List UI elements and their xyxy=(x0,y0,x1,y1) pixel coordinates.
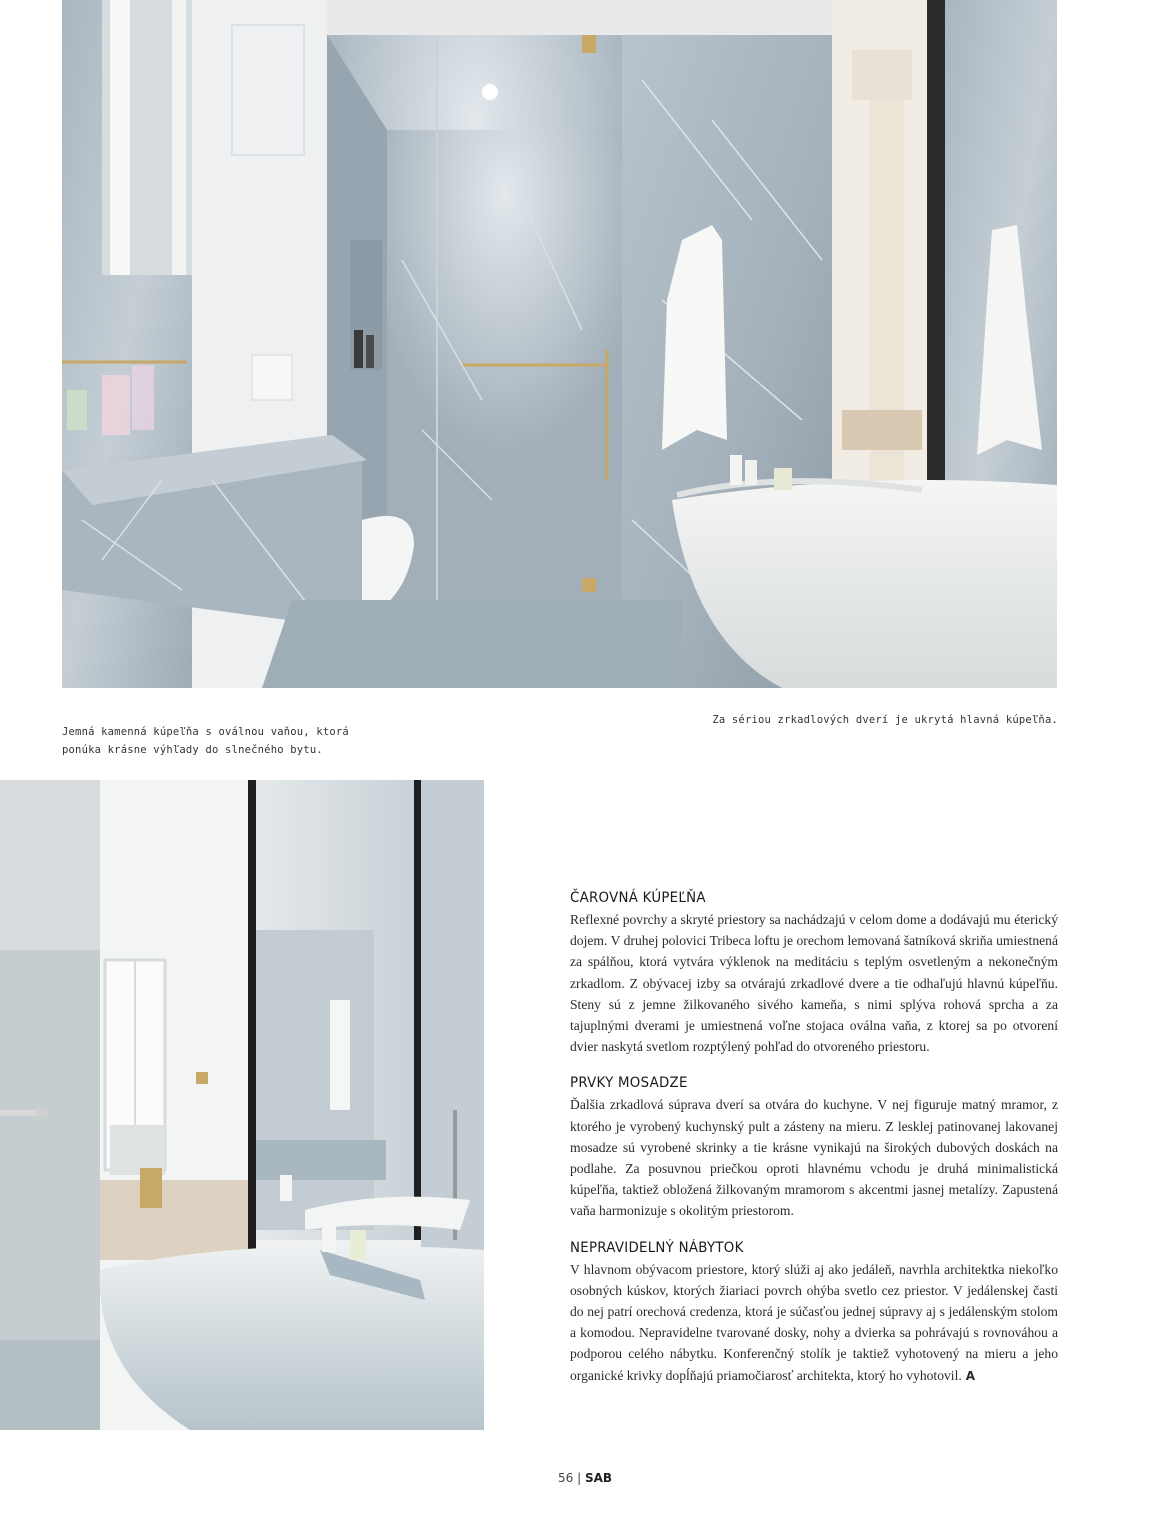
photo-caption-right: Za sériou zrkadlových dverí je ukrytá hlavná kúpeľňa. xyxy=(712,714,1058,726)
section-body-prvky-mosadze: Ďalšia zrkadlová súprava dverí sa otvára do kuchyne. V nej figuruje matný mramor, z ktorého je vyrobený kuchynský pult a zásteny na mieru. Z lesklej patinovanej lakovanej mosadze sú vyrobené skrinky a tie krásne vynikajú na širokých dubových doskách na podlahe. Za posuvnou priečkou oproti hlavnému vchodu je druhá minimalistická kúpeľňa, taktiež obložená žilkovaným mramorom s akcentmi jasnej metalízy. Zapustená vaňa harmonizuje s okolitým priestorom. xyxy=(570,1097,1058,1219)
section-body-text: V hlavnom obývacom priestore, ktorý slúži aj ako jedáleň, navrhla architektka niekoľko osobných kúskov, ktorých žiariaci povrch ohýba svetlo cez priestor. V jedálenskej časti do nej patrí orechová credenza, ktorá je súčasťou jednej súpravy aj s jedálenským stolom a komodou. Nepravidelne tvarované dosky, nohy a dvierka sa pohrávajú s rovnováhou a podporou celého nábytku. Konferenčný stolík je taktiež vyhotovený na mieru a jeho organické krivky dopĺňajú priamočiarosť architekta, ktorý ho vyhotovil. xyxy=(570,1261,1058,1383)
section-heading-prvky-mosadze: PRVKY MOSADZE xyxy=(570,1075,688,1092)
section-heading-nepravidelny-nabytok: NEPRAVIDELNÝ NÁBYTOK xyxy=(570,1239,744,1256)
magazine-name: SAB xyxy=(584,1471,613,1485)
photo-marble-bathroom xyxy=(62,0,1057,688)
section-body-nepravidelny-nabytok xyxy=(570,1259,1058,1387)
folio-separator: | xyxy=(577,1471,582,1485)
article-text xyxy=(570,890,1058,1405)
page-number: 56 xyxy=(557,1471,574,1485)
page-folio xyxy=(0,1471,1170,1485)
photo-caption-left: Jemná kamenná kúpeľňa s oválnou vaňou, ktorá ponúka krásne výhľady do slnečného bytu. xyxy=(62,726,349,756)
section-heading-carovna-kupelna: ČAROVNÁ KÚPEĽŇA xyxy=(570,890,706,906)
photo-bathroom-view xyxy=(0,780,484,1430)
section-body-carovna-kupelna: Reflexné povrchy a skryté priestory sa nachádzajú v celom dome a dodávajú mu éterický dojem. V druhej polovici Tribeca loftu je orechom lemovaná šatníková skriňa umiestnená za spálňou, ktorá vytvára výklenok na meditáciu s teplým osvetleným a nekonečným zrkadlom. Z obývacej izby sa otvárajú zrkadlové dvere a tie odhaľujú hlavnú kúpeľňu. Steny sú z jemne žilkovaného sivého kameňa, s nimi splýva rohová sprcha a za tajuplnými dverami je umiestnená voľne stojaca oválna vaňa, z ktorej sa po otvorení dvier naskytá svetlom rozptýlený pohľad do otvoreného priestoru. xyxy=(570,912,1058,1055)
end-mark-icon: A xyxy=(965,1368,976,1383)
